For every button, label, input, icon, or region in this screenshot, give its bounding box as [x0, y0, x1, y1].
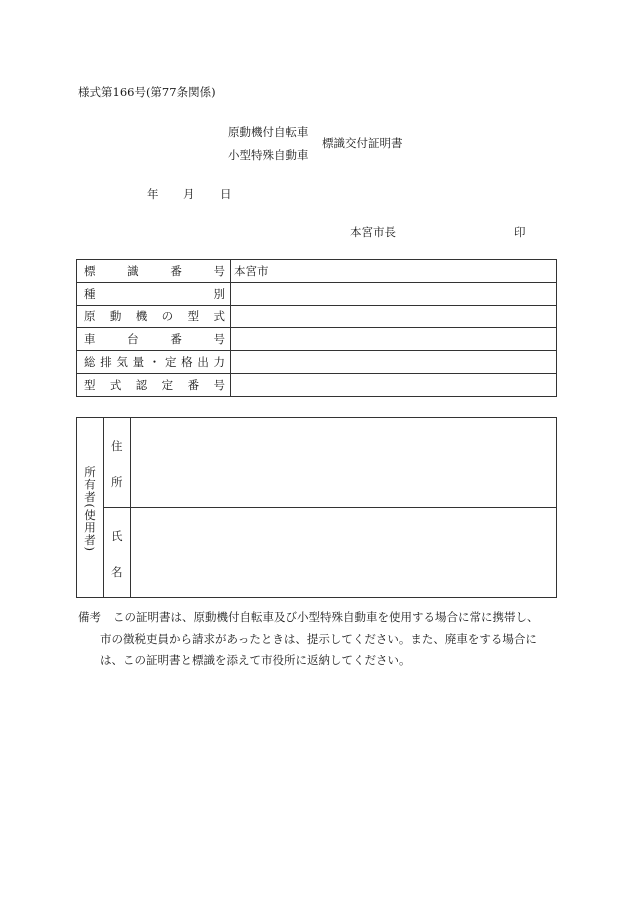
- info-label-char: 台: [127, 332, 139, 347]
- info-label-char: 原: [84, 309, 96, 324]
- info-label-char: 号: [213, 263, 225, 278]
- form-number: 様式第166号(第77条関係): [78, 85, 216, 99]
- info-row-label: [77, 351, 231, 374]
- info-label-char: 番: [170, 263, 182, 278]
- remarks-heading: 備考: [78, 610, 101, 624]
- info-row-value[interactable]: [231, 328, 557, 351]
- info-label-char: 動: [109, 309, 122, 324]
- info-label-char: 型: [187, 309, 200, 324]
- info-row-label: [77, 305, 231, 328]
- document-title: 標識交付証明書: [322, 136, 403, 150]
- info-label-char: 号: [213, 377, 225, 392]
- info-label-char: 番: [170, 332, 182, 347]
- info-label-char: 番: [187, 377, 200, 392]
- issuer-name: 本宮市長: [350, 225, 396, 239]
- info-label-char: ・: [148, 355, 161, 370]
- info-row: [77, 282, 557, 305]
- info-row-label: [77, 373, 231, 396]
- info-label-char: 車: [84, 332, 96, 347]
- info-row: [77, 328, 557, 351]
- info-label-char: 標: [84, 263, 96, 278]
- info-row: [77, 260, 557, 283]
- info-row: [77, 373, 557, 396]
- remarks-line-2: 市の徴税吏員から請求があったときは、提示してください。また、廃車をする場合に: [100, 631, 537, 646]
- info-row-value[interactable]: [231, 305, 557, 328]
- info-label-char: 式: [109, 377, 122, 392]
- owner-label: 所有者(使用者): [83, 466, 97, 552]
- date-year-label: 年: [147, 187, 159, 201]
- owner-row-divider: [103, 507, 556, 508]
- info-row-value[interactable]: [231, 282, 557, 305]
- address-label-char-1: 住: [111, 439, 123, 453]
- info-label-char: 排: [100, 355, 112, 370]
- info-label-char: 格: [181, 355, 193, 370]
- remarks-line-1: この証明書は、原動機付自転車及び小型特殊自動車を使用する場合に常に携帯し、: [113, 610, 539, 624]
- info-label-char: 号: [213, 332, 225, 347]
- info-row-label: [77, 328, 231, 351]
- info-row-value[interactable]: [231, 351, 557, 374]
- name-label-char-2: 名: [111, 565, 123, 579]
- seal-mark: 印: [514, 225, 526, 239]
- remarks-line-3: は、この証明書と標識を添えて市役所に返納してください。: [100, 653, 411, 667]
- info-row: [77, 305, 557, 328]
- info-row-label: [77, 260, 231, 283]
- info-label-char: 力: [213, 355, 225, 370]
- info-label-char: 別: [213, 286, 225, 301]
- owner-label-column: [77, 418, 104, 597]
- name-label-char-1: 氏: [111, 529, 123, 543]
- info-label-char: 認: [135, 377, 148, 392]
- info-label-char: 式: [213, 309, 225, 324]
- info-label-char: 出: [197, 355, 209, 370]
- info-row: [77, 351, 557, 374]
- date-month-label: 月: [183, 187, 195, 201]
- info-row-label: [77, 282, 231, 305]
- info-label-char: 定: [161, 377, 174, 392]
- owner-box: [76, 417, 557, 598]
- info-label-char: 識: [127, 263, 139, 278]
- info-label-char: 量: [132, 355, 145, 370]
- info-label-char: 種: [84, 286, 96, 301]
- info-label-char: 気: [116, 355, 128, 370]
- title-vehicle-type-2: 小型特殊自動車: [228, 148, 309, 162]
- info-label-char: の: [161, 309, 174, 324]
- info-row-value[interactable]: 本宮市: [231, 260, 557, 283]
- info-label-char: 総: [84, 355, 96, 370]
- title-vehicle-type-1: 原動機付自転車: [228, 125, 309, 139]
- vehicle-info-table: [76, 259, 557, 397]
- date-day-label: 日: [220, 187, 232, 201]
- info-label-char: 機: [135, 309, 148, 324]
- info-label-char: 型: [84, 377, 96, 392]
- info-label-char: 定: [164, 355, 177, 370]
- address-label-char-2: 所: [111, 475, 123, 489]
- info-row-value[interactable]: [231, 373, 557, 396]
